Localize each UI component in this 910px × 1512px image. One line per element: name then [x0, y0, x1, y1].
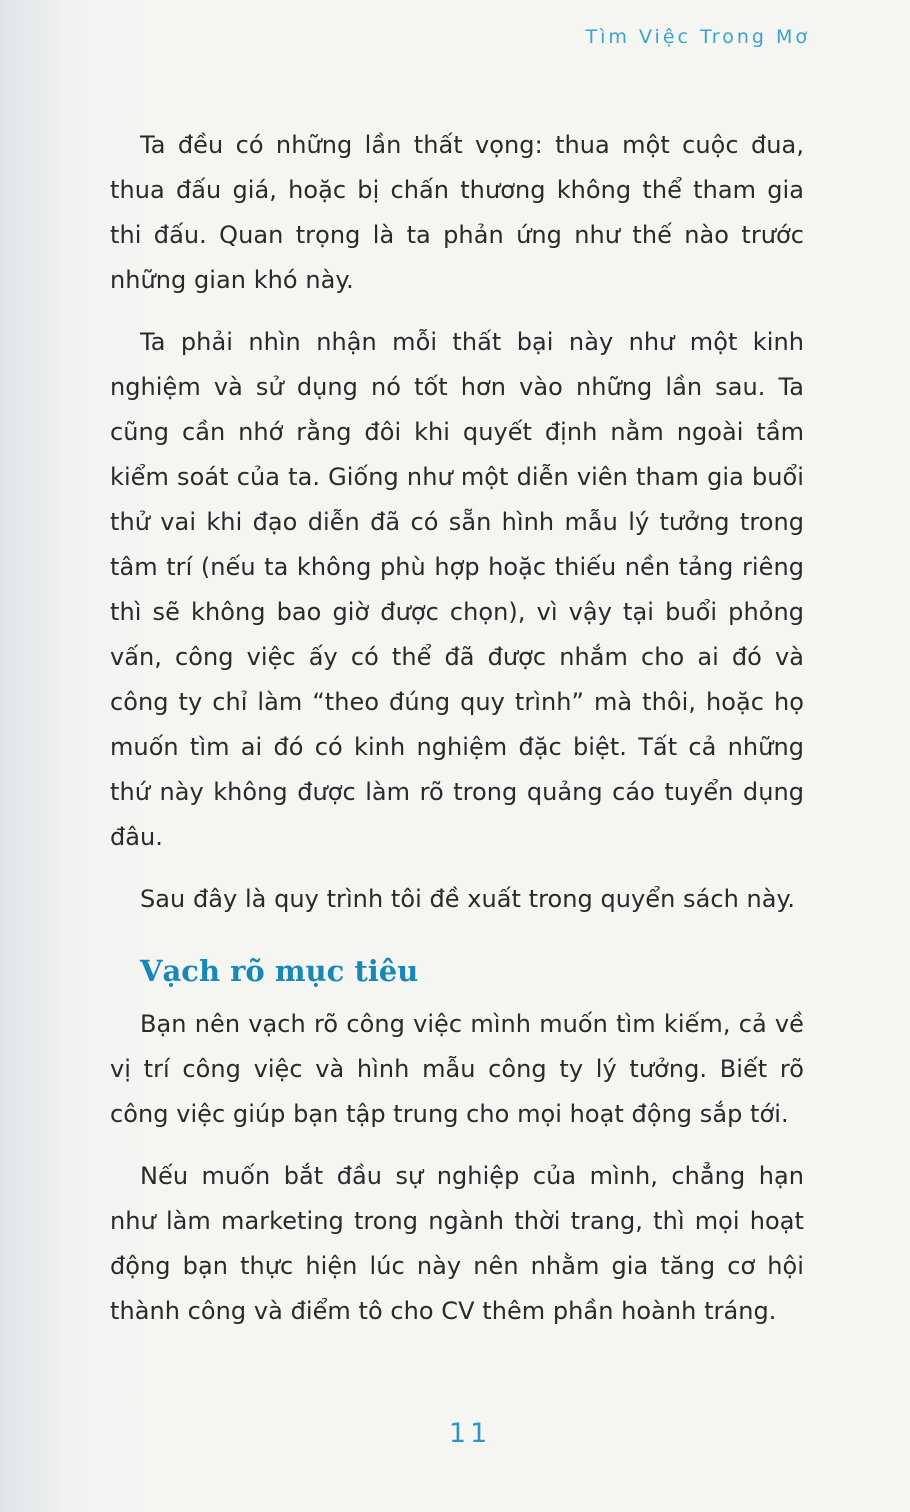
running-head-title: Tìm Việc Trong Mơ	[585, 26, 810, 48]
body-paragraph: Sau đây là quy trình tôi đề xuất trong quyển sách này.	[140, 885, 796, 913]
page-body	[110, 123, 804, 1334]
body-paragraph: Ta đều có những lần thất vọng: thua một cuộc đua, thua đấu giá, hoặc bị chấn thương không thể tham gia thi đấu. Quan trọng là ta phản ứng như thế nào trước những gian khó này.	[110, 131, 804, 294]
body-paragraph: Ta phải nhìn nhận mỗi thất bại này như một kinh nghiệm và sử dụng nó tốt hơn vào những lần sau. Ta cũng cần nhớ rằng đôi khi quyết định nằm ngoài tầm kiểm soát của ta. Giống như một diễn viên tham gia buổi thử vai khi đạo diễn đã có sẵn hình mẫu lý tưởng trong tâm trí (nếu ta không phù hợp hoặc thiếu nền tảng riêng thì sẽ không bao giờ được chọn), vì vậy tại buổi phỏng vấn, công việc ấy có thể đã được nhắm cho ai đó và công ty chỉ làm “theo đúng quy trình” mà thôi, hoặc họ muốn tìm ai đó có kinh nghiệm đặc biệt. Tất cả những thứ này không được làm rõ trong quảng cáo tuyển dụng đâu.	[110, 328, 804, 851]
section-paragraph: Bạn nên vạch rõ công việc mình muốn tìm kiếm, cả về vị trí công việc và hình mẫu công ty lý tưởng. Biết rõ công việc giúp bạn tập trung cho mọi hoạt động sắp tới.	[110, 1010, 804, 1128]
page-number: 11	[448, 1418, 492, 1449]
section-paragraph: Nếu muốn bắt đầu sự nghiệp của mình, chẳng hạn như làm marketing trong ngành thời trang, thì mọi hoạt động bạn thực hiện lúc này nên nhằm gia tăng cơ hội thành công và điểm tô cho CV thêm phần hoành tráng.	[110, 1162, 804, 1325]
section-heading: Vạch rõ mục tiêu	[140, 954, 419, 988]
